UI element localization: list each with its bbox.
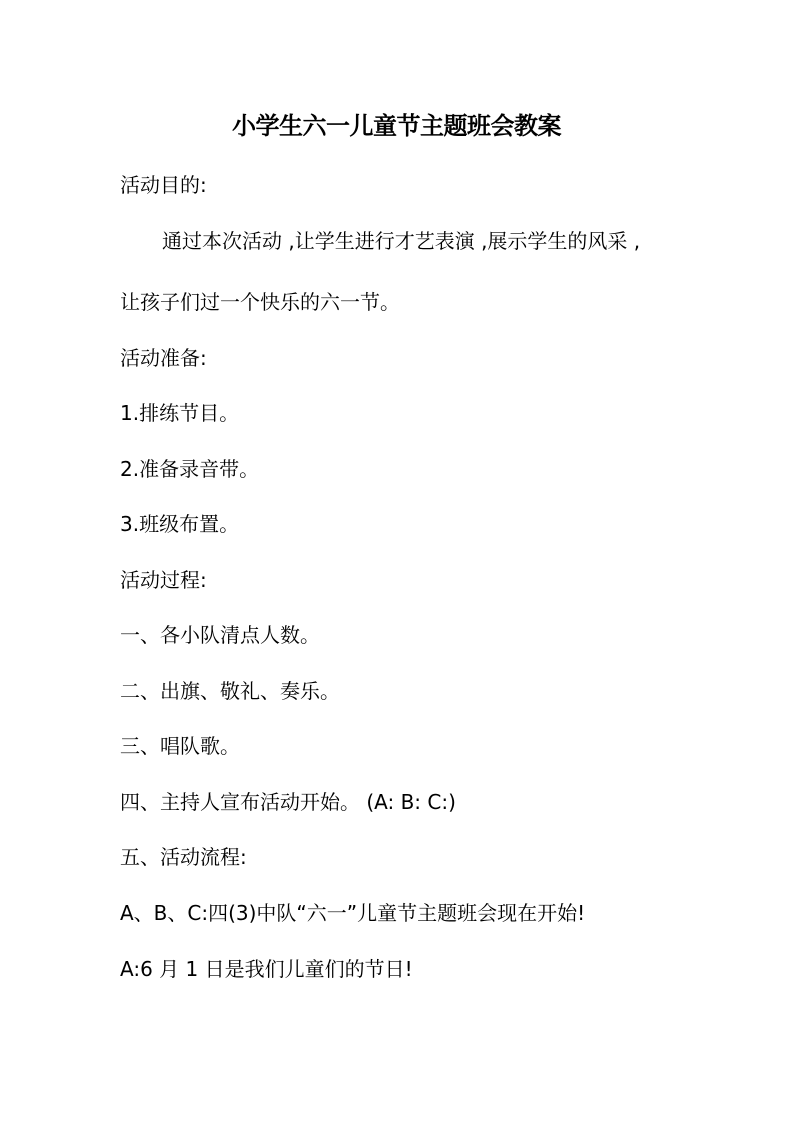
list-item: 一、各小队清点人数。 (120, 623, 320, 647)
list-item: 五、活动流程: (120, 845, 247, 869)
list-item: 1.排练节目。 (120, 401, 240, 425)
list-item: 二、出旗、敬礼、奏乐。 (120, 679, 340, 703)
dialogue-line: A:6 月 1 日是我们儿童们的节日! (120, 957, 413, 981)
document-title: 小学生六一儿童节主题班会教案 (232, 112, 561, 140)
list-item: 2.准备录音带。 (120, 457, 260, 481)
list-item: 三、唱队歌。 (120, 734, 240, 758)
list-item: 四、主持人宣布活动开始。 (A: B: C:) (120, 790, 456, 814)
section-heading-process: 活动过程: (120, 568, 207, 592)
paragraph-line: 通过本次活动 ,让学生进行才艺表演 ,展示学生的风采 , (162, 229, 641, 253)
paragraph-line: 让孩子们过一个快乐的六一节。 (120, 290, 400, 314)
dialogue-line: A、B、C:四(3)中队“六一”儿童节主题班会现在开始! (120, 901, 586, 925)
section-heading-purpose: 活动目的: (120, 173, 207, 197)
section-heading-preparation: 活动准备: (120, 346, 207, 370)
list-item: 3.班级布置。 (120, 512, 240, 536)
